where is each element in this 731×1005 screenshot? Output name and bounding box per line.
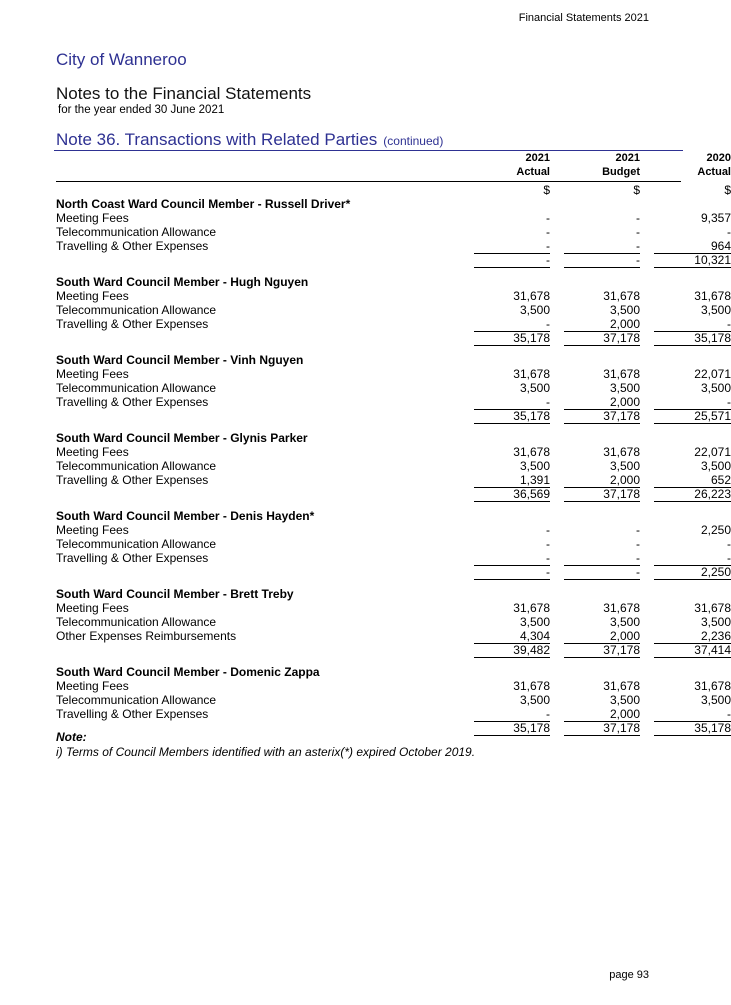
member-section-title	[56, 509, 681, 523]
row-value: 3,500	[700, 459, 731, 473]
row-value: -	[727, 707, 731, 721]
table-row	[56, 225, 731, 239]
member-name: South Ward Council Member - Denis Hayden*	[56, 509, 315, 523]
row-label: Meeting Fees	[56, 289, 129, 303]
row-value: 1,391	[519, 473, 550, 487]
row-label: Meeting Fees	[56, 211, 129, 225]
section-total-value: -	[474, 565, 550, 580]
section-total-value: 36,569	[474, 487, 550, 502]
member-section-title	[56, 587, 681, 601]
row-label: Other Expenses Reimbursements	[56, 629, 237, 643]
row-value: 2,000	[609, 707, 640, 721]
column-type: Actual	[697, 166, 731, 178]
section-total-row	[56, 409, 731, 423]
table-row	[56, 381, 731, 395]
row-value: 964	[710, 239, 731, 253]
member-name: South Ward Council Member - Vinh Nguyen	[56, 353, 304, 367]
section-total-value: -	[564, 565, 640, 580]
column-unit: $	[543, 183, 550, 197]
table-row	[56, 367, 731, 381]
row-value: 9,357	[700, 211, 731, 225]
row-label: Travelling & Other Expenses	[56, 239, 209, 253]
table-row	[56, 679, 731, 693]
row-value: -	[546, 395, 550, 409]
row-value: 31,678	[603, 289, 640, 303]
row-label: Travelling & Other Expenses	[56, 395, 209, 409]
report-title: Financial Statements 2021	[518, 12, 649, 24]
row-value: 3,500	[609, 303, 640, 317]
row-label: Travelling & Other Expenses	[56, 551, 209, 565]
row-label: Travelling & Other Expenses	[56, 473, 209, 487]
council-name: City of Wanneroo	[56, 50, 187, 69]
row-label: Telecommunication Allowance	[56, 459, 217, 473]
row-value: 31,678	[513, 367, 550, 381]
row-label: Travelling & Other Expenses	[56, 317, 209, 331]
section-total-value: 35,178	[654, 721, 731, 736]
section-total-value: 37,178	[564, 409, 640, 424]
section-total-value: 37,178	[564, 643, 640, 658]
row-label: Meeting Fees	[56, 367, 129, 381]
row-value: 3,500	[519, 459, 550, 473]
related-parties-table	[56, 151, 731, 735]
row-label: Meeting Fees	[56, 445, 129, 459]
table-row	[56, 445, 731, 459]
row-value: 3,500	[700, 615, 731, 629]
section-total-value: -	[564, 253, 640, 268]
row-value: -	[546, 225, 550, 239]
section-total-value: 2,250	[654, 565, 731, 580]
row-value: -	[636, 239, 640, 253]
row-label: Telecommunication Allowance	[56, 225, 217, 239]
row-label: Telecommunication Allowance	[56, 303, 217, 317]
member-section-title	[56, 665, 681, 679]
table-row	[56, 459, 731, 473]
notes-subtitle: for the year ended 30 June 2021	[58, 104, 225, 116]
section-total-value: 37,178	[564, 487, 640, 502]
note-heading	[56, 130, 443, 150]
section-total-value: -	[474, 253, 550, 268]
column-unit: $	[724, 183, 731, 197]
row-value: 31,678	[694, 289, 731, 303]
row-value: 3,500	[519, 693, 550, 707]
table-row	[56, 317, 731, 331]
column-type: Actual	[516, 166, 550, 178]
row-value: 31,678	[694, 601, 731, 615]
section-total-row	[56, 721, 731, 735]
row-value: 3,500	[700, 381, 731, 395]
row-label: Telecommunication Allowance	[56, 615, 217, 629]
row-value: -	[636, 211, 640, 225]
row-value: 3,500	[609, 693, 640, 707]
row-value: 2,236	[700, 629, 731, 643]
row-value: -	[727, 395, 731, 409]
row-label: Telecommunication Allowance	[56, 537, 217, 551]
table-row	[56, 693, 731, 707]
row-value: 31,678	[513, 289, 550, 303]
column-year: 2020	[706, 152, 731, 164]
page-number: page 93	[609, 969, 649, 981]
table-row	[56, 303, 731, 317]
column-unit: $	[633, 183, 640, 197]
section-total-value: 37,414	[654, 643, 731, 658]
member-section-title	[56, 275, 681, 289]
row-value: -	[727, 537, 731, 551]
section-total-row	[56, 643, 731, 657]
table-row	[56, 289, 731, 303]
notes-title: Notes to the Financial Statements	[56, 84, 312, 103]
member-section-title	[56, 353, 681, 367]
row-value: 31,678	[513, 601, 550, 615]
section-total-value: 10,321	[654, 253, 731, 268]
row-value: 31,678	[694, 679, 731, 693]
row-value: -	[546, 239, 550, 253]
note-title: Note:	[56, 730, 87, 744]
column-year: 2021	[615, 152, 640, 164]
row-value: 31,678	[603, 679, 640, 693]
row-value: 31,678	[603, 445, 640, 459]
section-spacer	[56, 423, 681, 431]
note-heading-continued: (continued)	[383, 134, 444, 148]
member-name: North Coast Ward Council Member - Russell Driver*	[56, 197, 351, 211]
member-sections	[56, 197, 731, 735]
table-row	[56, 473, 731, 487]
table-row	[56, 615, 731, 629]
row-value: 31,678	[603, 601, 640, 615]
row-value: 31,678	[603, 367, 640, 381]
table-row	[56, 395, 731, 409]
section-total-value: 37,178	[564, 331, 640, 346]
column-type: Budget	[602, 166, 640, 178]
section-total-value: 26,223	[654, 487, 731, 502]
row-label: Meeting Fees	[56, 679, 129, 693]
row-label: Telecommunication Allowance	[56, 381, 217, 395]
row-value: -	[546, 537, 550, 551]
row-value: 4,304	[519, 629, 550, 643]
column-type-row	[56, 165, 731, 179]
row-value: -	[636, 551, 640, 565]
row-value: -	[636, 523, 640, 537]
member-name: South Ward Council Member - Domenic Zappa	[56, 665, 320, 679]
row-value: 3,500	[519, 303, 550, 317]
row-label: Meeting Fees	[56, 523, 129, 537]
row-value: 22,071	[694, 445, 731, 459]
member-name: South Ward Council Member - Brett Treby	[56, 587, 294, 601]
row-value: -	[636, 225, 640, 239]
section-total-value: 35,178	[474, 331, 550, 346]
row-value: 2,000	[609, 473, 640, 487]
section-total-row	[56, 253, 731, 267]
row-value: 31,678	[513, 445, 550, 459]
row-value: 3,500	[700, 303, 731, 317]
row-value: -	[546, 523, 550, 537]
row-value: -	[546, 551, 550, 565]
row-value: 3,500	[609, 615, 640, 629]
section-spacer	[56, 267, 681, 275]
row-value: 3,500	[519, 381, 550, 395]
section-total-row	[56, 487, 731, 501]
row-value: 652	[710, 473, 731, 487]
member-section-title	[56, 431, 681, 445]
row-value: 22,071	[694, 367, 731, 381]
row-label: Meeting Fees	[56, 601, 129, 615]
row-value: 2,250	[700, 523, 731, 537]
note-text: i) Terms of Council Members identified with an asterix(*) expired October 2019.	[56, 745, 476, 759]
row-value: -	[727, 317, 731, 331]
row-label: Telecommunication Allowance	[56, 693, 217, 707]
member-section-title	[56, 197, 681, 211]
section-spacer	[56, 345, 681, 353]
row-value: -	[727, 551, 731, 565]
table-row	[56, 211, 731, 225]
section-spacer	[56, 579, 681, 587]
section-total-row	[56, 331, 731, 345]
row-value: -	[546, 707, 550, 721]
member-name: South Ward Council Member - Hugh Nguyen	[56, 275, 309, 289]
row-label: Travelling & Other Expenses	[56, 707, 209, 721]
row-value: 3,500	[519, 615, 550, 629]
table-row	[56, 537, 731, 551]
row-value: -	[727, 225, 731, 239]
table-row	[56, 239, 731, 253]
row-value: 3,500	[609, 381, 640, 395]
row-value: -	[636, 537, 640, 551]
section-total-value: 39,482	[474, 643, 550, 658]
section-spacer	[56, 501, 681, 509]
section-total-value: 25,571	[654, 409, 731, 424]
table-row	[56, 523, 731, 537]
section-total-value: 35,178	[654, 331, 731, 346]
row-value: -	[546, 317, 550, 331]
row-value: 2,000	[609, 395, 640, 409]
row-value: 2,000	[609, 317, 640, 331]
row-value: -	[546, 211, 550, 225]
table-row	[56, 551, 731, 565]
column-year: 2021	[525, 152, 550, 164]
table-row	[56, 629, 731, 643]
row-value: 31,678	[513, 679, 550, 693]
member-name: South Ward Council Member - Glynis Parker	[56, 431, 308, 445]
table-row	[56, 601, 731, 615]
column-unit-row	[56, 183, 731, 197]
row-value: 2,000	[609, 629, 640, 643]
table-row	[56, 707, 731, 721]
section-spacer	[56, 657, 681, 665]
note-heading-title: Note 36. Transactions with Related Parties	[56, 130, 378, 149]
section-total-row	[56, 565, 731, 579]
column-year-row	[56, 151, 731, 165]
section-total-value: 35,178	[474, 721, 550, 736]
row-value: 3,500	[700, 693, 731, 707]
row-value: 3,500	[609, 459, 640, 473]
section-total-value: 35,178	[474, 409, 550, 424]
section-total-value: 37,178	[564, 721, 640, 736]
